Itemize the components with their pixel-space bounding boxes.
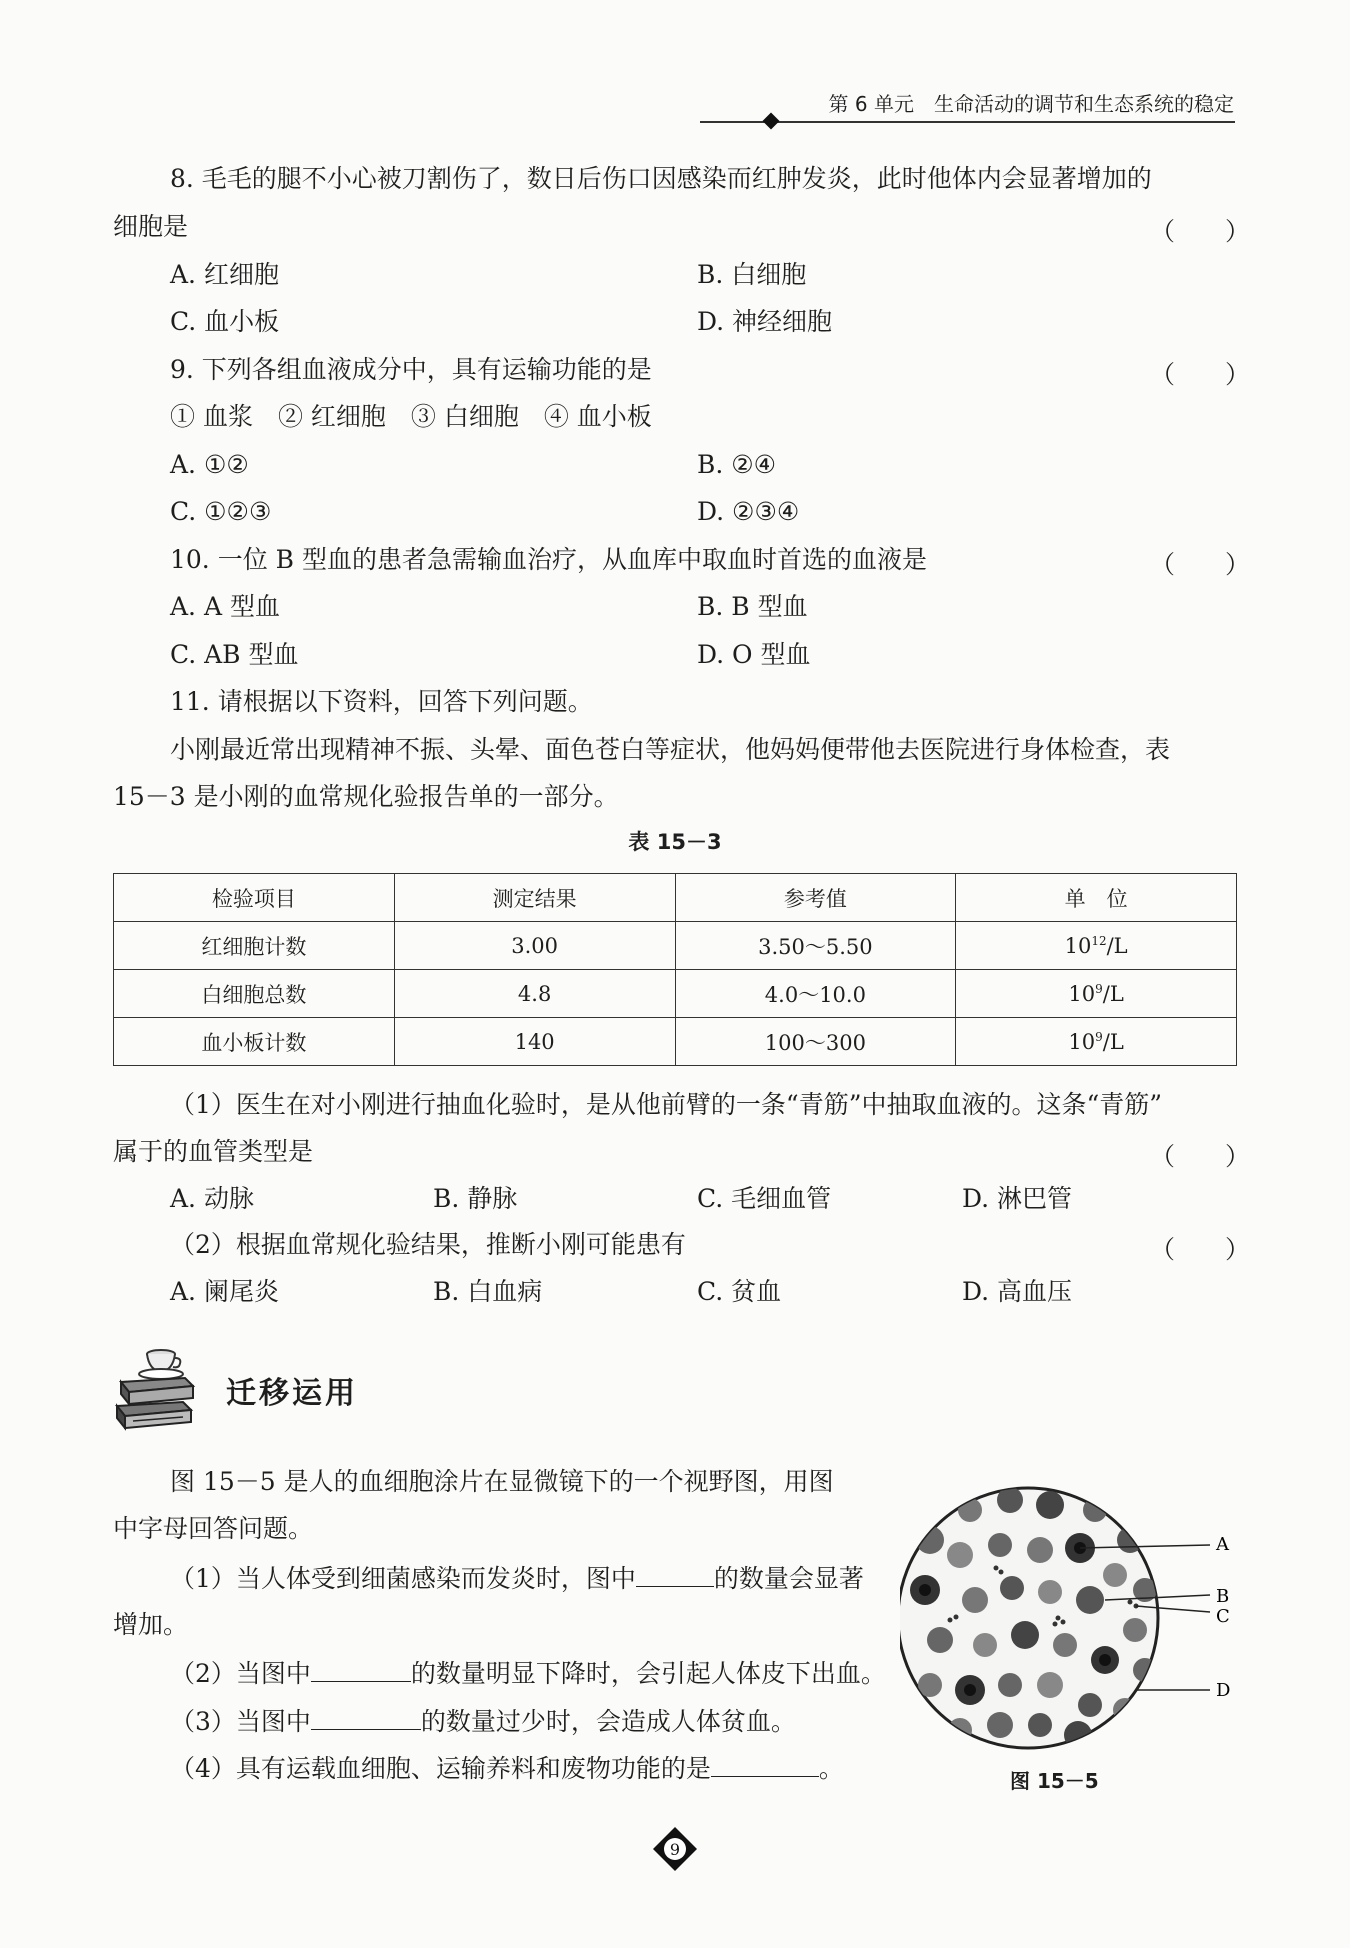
q9-option-d: D. ②③④ — [697, 497, 800, 526]
section-q1-line2: 增加。 — [113, 1610, 189, 1639]
section-q1-line1: （1）当人体受到细菌感染而发炎时，图中 的数量会显著 — [170, 1560, 864, 1596]
label-a: A — [1216, 1534, 1229, 1555]
q9-option-c: C. ①②③ — [170, 497, 272, 526]
figure-caption: 图 15－5 — [1010, 1769, 1099, 1793]
table-cell-result: 3.00 — [394, 922, 675, 970]
blood-test-table — [113, 873, 1237, 1066]
label-c: C — [1216, 1606, 1230, 1627]
answer-blank — [311, 1703, 421, 1730]
books-cup-icon — [113, 1338, 203, 1438]
q11-sub1-option-d: D. 淋巴管 — [962, 1184, 1073, 1213]
label-b: B — [1216, 1586, 1230, 1607]
answer-blank — [636, 1560, 714, 1587]
table-cell-reference: 4.0～10.0 — [675, 970, 956, 1018]
q11-material-line1: 小刚最近常出现精神不振、头晕、面色苍白等症状，他妈妈便带他去医院进行身体检查，表 — [170, 735, 1171, 764]
q11-sub2-option-b: B. 白血病 — [433, 1277, 543, 1306]
table-cell-item: 血小板计数 — [114, 1018, 395, 1066]
q9-option-a: A. ①② — [170, 450, 249, 479]
q11-sub1-line2: 属于的血管类型是 — [113, 1137, 314, 1166]
table-cell-result: 4.8 — [394, 970, 675, 1018]
q11-material-line2: 15－3 是小刚的血常规化验报告单的一部分。 — [113, 782, 619, 811]
q11-sub1-option-b: B. 静脉 — [433, 1184, 518, 1213]
section-q4: （4）具有运载血细胞、运输养料和废物功能的是 。 — [170, 1750, 844, 1786]
table-header-cell: 检验项目 — [114, 874, 395, 922]
answer-blank — [311, 1655, 411, 1682]
page-number: 9 — [669, 1840, 681, 1859]
answer-blank — [711, 1750, 819, 1777]
microscope-figure — [900, 1470, 1250, 1760]
header-rule — [700, 121, 1235, 123]
section-intro-line2: 中字母回答问题。 — [113, 1514, 314, 1543]
table-cell-reference: 100～300 — [675, 1018, 956, 1066]
table-cell-unit: $10^9/L$ — [956, 970, 1237, 1018]
page-number-badge — [651, 1825, 699, 1873]
q11-sub2-option-d: D. 高血压 — [962, 1277, 1073, 1306]
q10-option-b: B. B 型血 — [697, 592, 808, 621]
q10-option-c: C. AB 型血 — [170, 640, 299, 669]
q11-sub2-option-c: C. 贫血 — [697, 1277, 782, 1306]
table-cell-reference: 3.50～5.50 — [675, 922, 956, 970]
q8-option-c: C. 血小板 — [170, 307, 280, 336]
q9-option-b: B. ②④ — [697, 450, 777, 479]
section-title: 迁移运用 — [226, 1376, 358, 1411]
q10-option-d: D. O 型血 — [697, 640, 811, 669]
table-header-cell: 测定结果 — [394, 874, 675, 922]
q11-sub1-paren: （ ） — [1150, 1142, 1251, 1171]
running-header: 第 6 单元 生命活动的调节和生态系统的稳定 — [828, 92, 1234, 116]
table-cell-item: 红细胞计数 — [114, 922, 395, 970]
q10-option-a: A. A 型血 — [170, 592, 280, 621]
table-row — [114, 922, 1237, 970]
q10-stem: 10. 一位 B 型血的患者急需输血治疗，从血库中取血时首选的血液是 — [170, 545, 927, 574]
table-header-cell: 参考值 — [675, 874, 956, 922]
q11-sub1-line1: （1）医生在对小刚进行抽血化验时，是从他前臂的一条“青筋”中抽取血液的。这条“青筋” — [170, 1090, 1163, 1119]
q8-answer-paren: （ ） — [1150, 217, 1251, 246]
q11-sub2-option-a: A. 阑尾炎 — [170, 1277, 279, 1306]
table-title: 表 15－3 — [628, 830, 722, 854]
q9-stem: 9. 下列各组血液成分中，具有运输功能的是 — [170, 355, 652, 384]
q10-answer-paren: （ ） — [1150, 550, 1251, 579]
table-row — [114, 970, 1237, 1018]
table-cell-result: 140 — [394, 1018, 675, 1066]
q9-items: ① 血浆 ② 红细胞 ③ 白细胞 ④ 血小板 — [170, 402, 652, 431]
q8-stem-line1: 8. 毛毛的腿不小心被刀割伤了，数日后伤口因感染而红肿发炎，此时他体内会显著增加的 — [170, 164, 1152, 193]
table-cell-unit: $10^{12}/L$ — [956, 922, 1237, 970]
q8-stem-line2: 细胞是 — [113, 212, 189, 241]
q11-stem: 11. 请根据以下资料，回答下列问题。 — [170, 687, 593, 716]
table-header-cell: 单 位 — [956, 874, 1237, 922]
q11-sub1-option-c: C. 毛细血管 — [697, 1184, 832, 1213]
table-header-row — [114, 874, 1237, 922]
table-cell-unit: $10^9/L$ — [956, 1018, 1237, 1066]
q8-option-d: D. 神经细胞 — [697, 307, 833, 336]
table-row — [114, 1018, 1237, 1066]
q9-answer-paren: （ ） — [1150, 360, 1251, 389]
q11-sub2-paren: （ ） — [1150, 1235, 1251, 1264]
q11-sub1-option-a: A. 动脉 — [170, 1184, 254, 1213]
table-cell-item: 白细胞总数 — [114, 970, 395, 1018]
q11-sub2-stem: （2）根据血常规化验结果，推断小刚可能患有 — [170, 1230, 686, 1259]
q8-option-b: B. 白细胞 — [697, 260, 807, 289]
header-diamond-icon — [763, 113, 780, 130]
label-d: D — [1216, 1680, 1231, 1701]
section-q3: （3）当图中 的数量过少时，会造成人体贫血。 — [170, 1703, 796, 1739]
section-q2: （2）当图中 的数量明显下降时，会引起人体皮下出血。 — [170, 1655, 886, 1691]
section-intro-line1: 图 15－5 是人的血细胞涂片在显微镜下的一个视野图，用图 — [170, 1467, 834, 1496]
q8-option-a: A. 红细胞 — [170, 260, 279, 289]
